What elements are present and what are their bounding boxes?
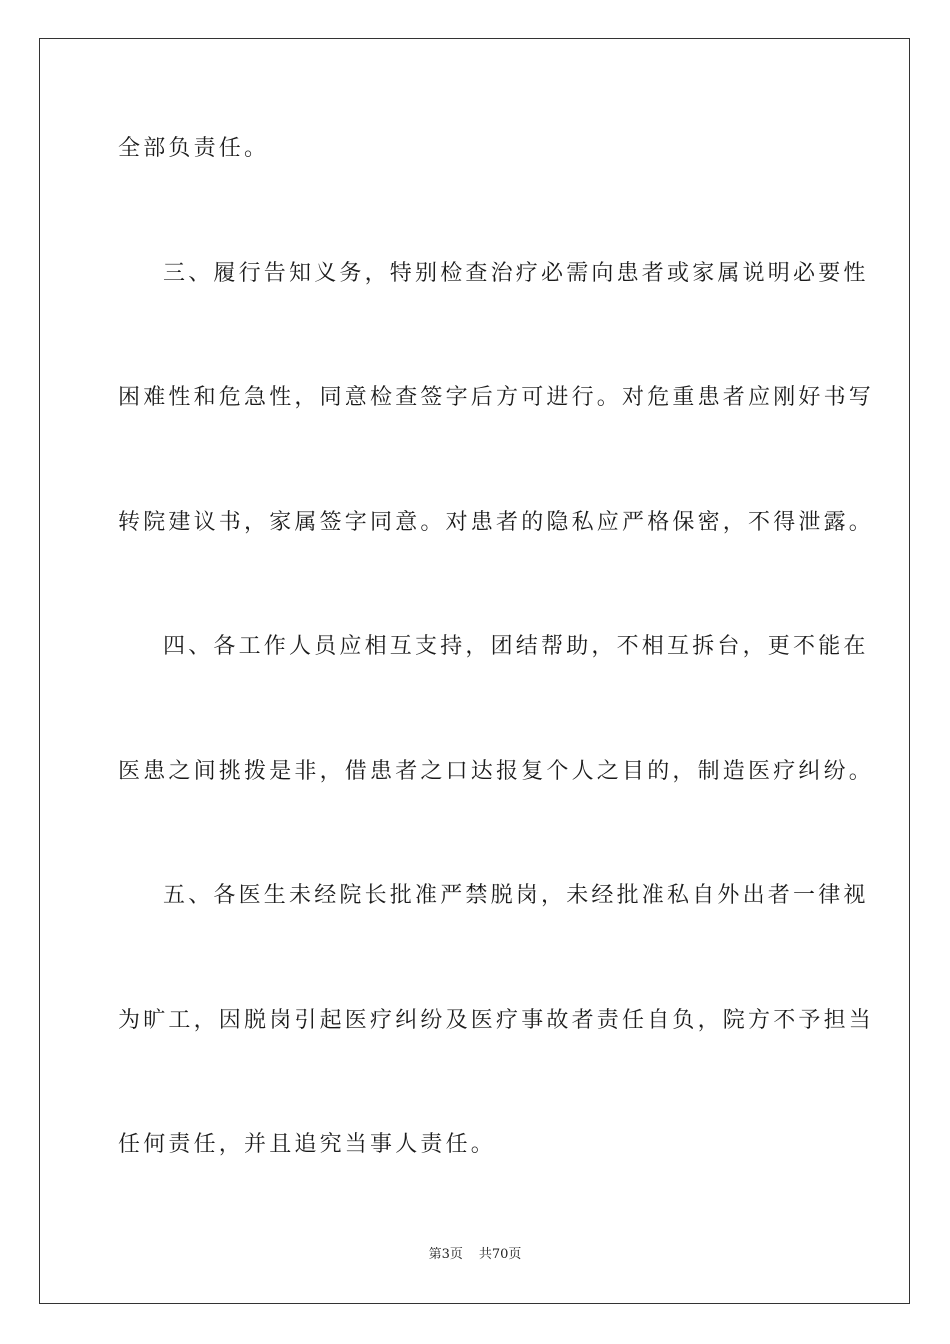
paragraph-line: 三、履行告知义务，特别检查治疗必需向患者或家属说明必要性: [163, 261, 869, 286]
paragraph-line: 四、各工作人员应相互支持，团结帮助，不相互拆台，更不能在: [163, 634, 869, 659]
page-total: 共70页: [478, 1247, 522, 1262]
paragraph-line: 为旷工，因脱岗引起医疗纠纷及医疗事故者责任自负，院方不予担当: [118, 1008, 875, 1033]
paragraph-line: 任何责任，并且追究当事人责任。: [118, 1132, 497, 1157]
paragraph-line: 医患之间挑拨是非，借患者之口达报复个人之目的，制造医疗纠纷。: [118, 759, 875, 784]
page-footer: [0, 1246, 950, 1264]
page-border: [39, 38, 910, 1304]
paragraph-line: 五、各医生未经院长批准严禁脱岗，未经批准私自外出者一律视: [163, 883, 869, 908]
page-number: 第3页: [428, 1247, 463, 1262]
paragraph-line: 困难性和危急性，同意检查签字后方可进行。对危重患者应刚好书写: [118, 385, 875, 410]
paragraph-line: 全部负责任。: [118, 136, 270, 161]
paragraph-line: 转院建议书，家属签字同意。对患者的隐私应严格保密，不得泄露。: [118, 510, 875, 535]
